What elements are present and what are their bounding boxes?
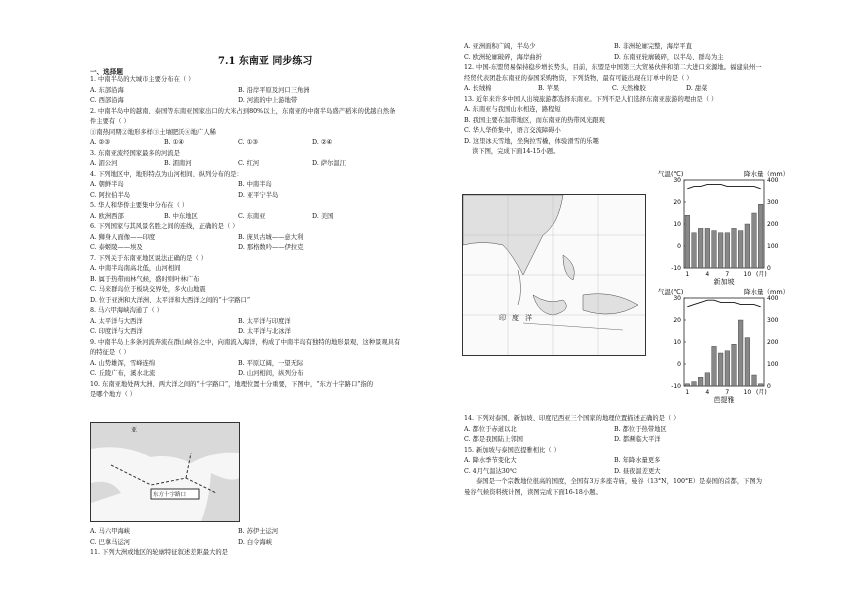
chart-title: 新加坡 <box>713 278 735 286</box>
option: D. ②④ <box>312 139 333 146</box>
precip-tick: 0 <box>767 383 771 390</box>
precip-tick: 400 <box>767 177 779 184</box>
option-line: D. 位于亚洲和大洋洲、太平洋和大西洋之间的“十字路口” <box>90 296 251 304</box>
option: C. 西部沿海 <box>90 97 124 104</box>
temp-tick: 30 <box>673 177 681 184</box>
page-title: 7.1 东南亚 同步练习 <box>218 56 313 67</box>
text-line: 14. 下列对泰国、新加坡、印度尼西亚三个国家的地理位置描述正确的是（ ） <box>464 415 680 422</box>
option: C. ①③ <box>238 139 258 146</box>
precip-tick: 100 <box>767 361 779 368</box>
option: A. 湄公河 <box>90 160 118 167</box>
text-line: C. 4月气温达30℃ <box>464 467 517 475</box>
temp-line <box>687 184 760 188</box>
precip-bar <box>685 384 690 386</box>
text-line: D. 甜菜 <box>686 85 708 92</box>
text-line: 曼谷气候资料统计图，读图完成下面16-18小题。 <box>464 488 602 496</box>
option: B. 湄南河 <box>164 160 192 167</box>
month-unit: (月) <box>756 271 767 278</box>
option: A. 山势雄浑，雪峰连绵 <box>90 359 156 367</box>
precip-bar <box>718 353 723 386</box>
question-text: 的特征是（ ） <box>90 349 130 356</box>
precip-bar <box>725 233 730 268</box>
option: D. 萨尔温江 <box>312 160 347 167</box>
precip-bar <box>752 375 757 386</box>
month-tick: 10 <box>743 389 752 396</box>
text-line: D. 这里冰天雪地，坐狗拉雪橇，体验滑雪的乐趣 <box>464 137 599 145</box>
precip-bar <box>698 228 703 268</box>
precip-tick: 100 <box>767 243 779 250</box>
month-unit: (月) <box>756 389 767 396</box>
option: B. 沿岸平原及河口三角洲 <box>238 86 310 94</box>
precip-bar <box>692 233 697 268</box>
text-line: D. 东南亚轮廓破碎，以半岛、群岛为主 <box>614 53 724 61</box>
text-line: 12. 中国-东盟贸易保持稳步增长势头，目前，东盟是中国第三大贸易伙伴和第二大进口来源地。福建泉州一 <box>464 64 762 71</box>
precip-bar <box>692 382 697 386</box>
text-line: C. 华人华侨集中，语言交流障碍小 <box>464 127 561 134</box>
southeast-asia-map <box>462 194 646 356</box>
question-text: 4. 下列地区中，地形特点为山河相间、纵列分布的是： <box>90 170 243 178</box>
text-line: 泰国是一个宗教地位很高的国度，全国有3万多座寺庙，曼谷（13°N，100°E）是泰国的首都，下图为 <box>476 478 763 485</box>
precip-bar <box>732 344 737 386</box>
text-line: B. 苹果 <box>538 85 560 92</box>
temp-tick: 20 <box>673 199 681 206</box>
text-line: C. 欧洲轮廓破碎，海岸曲折 <box>464 53 542 61</box>
temp-tick: 10 <box>673 221 681 228</box>
text-line: C. 天然橡胶 <box>612 85 646 92</box>
option: D. 山河相间，纵列分布 <box>238 370 304 377</box>
precip-bar <box>732 228 737 268</box>
question-text: 2. 中南半岛中的越南、泰国等东南亚国家出口的大米占到80%以上，东南亚的中南半岛盛产稻米的优越自然条 <box>90 107 396 115</box>
option: D. 白令海峡 <box>238 538 273 546</box>
plot-frame <box>684 298 764 386</box>
map-label-crossroads: 东方十字路口 <box>153 492 187 498</box>
option: B. 中东地区 <box>164 212 198 220</box>
text-line: A. 东南亚与我国山水相连，路程短 <box>464 106 561 113</box>
option: D. 那格数吟——伊拉克 <box>238 244 304 251</box>
text-line: A. 都位于赤道以北 <box>464 425 517 433</box>
question-text: 9. 中南半岛上多条河流奔流在群山峡谷之中，向南流入海洋，构成了中南半岛有独特的地形景观，这种景观具有 <box>90 338 401 346</box>
option: A. 马六甲海峡 <box>90 528 131 535</box>
option: C. 东南亚 <box>238 212 266 220</box>
crossroads-map <box>90 422 240 522</box>
temp-line <box>687 300 760 307</box>
pattaya-climate-chart <box>656 286 792 404</box>
precip-bar <box>712 346 717 386</box>
section-heading: 一、选择题 <box>90 68 123 76</box>
precip-bar <box>718 233 723 268</box>
option: D. 河流的中上游地带 <box>238 97 298 104</box>
option: B. 庞贝古城——意大利 <box>238 233 304 241</box>
left-axis-label: 气温(℃) <box>658 170 684 178</box>
option: B. 平原辽阔，一望无际 <box>238 359 304 367</box>
option: C. 巴拿马运河 <box>90 538 131 546</box>
temp-tick: 0 <box>677 361 681 368</box>
option: B. ①④ <box>164 139 184 146</box>
question-text: 件主要有（ ） <box>90 118 130 125</box>
text-line: B. 非洲轮廓完整，海岸平直 <box>614 43 692 50</box>
month-tick: 4 <box>705 389 710 396</box>
text-line: B. 都位于热带地区 <box>614 425 667 433</box>
temp-tick: -10 <box>671 383 681 390</box>
question-text: 1. 中南半岛的大城市主要分布在（ ） <box>90 76 195 83</box>
option: D. 亚平宁半岛 <box>238 191 279 199</box>
precip-bar <box>752 213 757 268</box>
precip-bar <box>738 231 743 268</box>
text-line: A. 亚洲面积广阔，半岛少 <box>464 43 536 50</box>
question-text: 5. 华人和华侨主要集中分布在（ ） <box>90 202 189 209</box>
option: C. 泰姬陵——埃及 <box>90 244 143 251</box>
option-line: A. 中南半岛南高北低，山河相间 <box>90 265 181 272</box>
text-line: 15. 新加坡与泰国芭提雅相比（ ） <box>464 446 560 454</box>
precip-tick: 400 <box>767 295 779 302</box>
text-line: D. 昼夜温差更大 <box>614 467 661 475</box>
precip-bar <box>712 231 717 268</box>
text-line: B. 年降水量更多 <box>614 457 661 464</box>
option: A. 狮身人面像——印度 <box>90 233 156 241</box>
text-line: D. 都濒临大平洋 <box>614 436 661 443</box>
question-text: 11. 下列大洲或地区的轮廓特征叙述差距最大的是 <box>90 549 228 556</box>
option-line: C. 马来群岛位于板块交界处，多火山地震 <box>90 286 206 293</box>
temp-tick: -10 <box>671 265 681 272</box>
question-text: ①南热同期②地形多样③土壤肥沃④地广人稀 <box>90 128 216 136</box>
month-tick: 1 <box>685 271 690 278</box>
right-axis-label: 降水量（mm） <box>744 288 790 296</box>
temp-tick: 10 <box>673 339 681 346</box>
question-text: 是哪个地方（ ） <box>90 391 137 398</box>
question-text: 3. 东南亚流经国家最多的河流是 <box>90 149 180 157</box>
month-tick: 10 <box>743 271 752 278</box>
option-line: B. 属于热带雨林气候，盛时则叶林广布 <box>90 275 200 283</box>
question-text: 7. 下列关于东南亚地区说法正确的是（ ） <box>90 254 208 262</box>
precip-tick: 300 <box>767 317 779 324</box>
precip-tick: 200 <box>767 339 779 346</box>
month-tick: 7 <box>725 389 730 396</box>
precip-bar <box>725 351 730 386</box>
option: A. ②③ <box>90 139 110 146</box>
option: B. 太平洋与印度洋 <box>238 317 291 325</box>
option: B. 中南半岛 <box>238 181 272 188</box>
option: A. 朝鲜半岛 <box>90 181 124 188</box>
temp-tick: 0 <box>677 243 681 250</box>
precip-bar <box>705 228 710 268</box>
option: A. 东部沿海 <box>90 86 124 94</box>
text-line: 经贸代表团赴东南亚的泰国采购物资，下列货物，最有可能出现在订单中的是（ ） <box>464 74 693 82</box>
month-tick: 1 <box>685 389 690 396</box>
option: C. 丘陵广布，溪水北流 <box>90 370 156 377</box>
precip-tick: 300 <box>767 199 779 206</box>
precip-bar <box>758 204 763 268</box>
text-line: C. 都是我国陆上邻国 <box>464 436 523 443</box>
precip-bar <box>698 377 703 386</box>
precip-bar <box>705 373 710 386</box>
text-line: 13. 近年来许多中国人出境旅游都选择东南亚。下列不是人们选择东南亚旅游的理由是（ ） <box>464 95 718 103</box>
question-text: 8. 马六甲海峡沟通了（ ） <box>90 307 163 314</box>
map-label-indian-ocean: 印度洋 <box>499 314 538 322</box>
right-axis-label: 降水量（mm） <box>744 170 790 178</box>
option: C. 印度洋与大西洋 <box>90 328 143 335</box>
precip-bar <box>738 320 743 386</box>
question-text: 10. 东南亚地处两大洲、两大洋之间的“十字路口”，地理位置十分重要，下图中，“东方十字路口”指的 <box>90 380 374 388</box>
map-label-asia: 亚 <box>131 427 138 434</box>
option: C. 红河 <box>238 160 260 167</box>
temp-tick: 30 <box>673 295 681 302</box>
precip-bar <box>745 224 750 268</box>
option: D. 美国 <box>312 212 334 220</box>
chart-title: 芭提雅 <box>713 396 735 404</box>
option: B. 苏伊士运河 <box>238 528 279 535</box>
option: D. 太平洋与北冰洋 <box>238 328 291 335</box>
text-line: 读下图，完成下面14-15小题。 <box>472 148 560 155</box>
left-axis-label: 气温(℃) <box>658 288 684 296</box>
singapore-climate-chart <box>656 168 792 286</box>
precip-tick: 200 <box>767 221 779 228</box>
option: C. 阿拉伯半岛 <box>90 191 131 199</box>
text-line: B. 我国主要在温带地区，而东南亚的热带风光跟观 <box>464 116 605 124</box>
precip-bar <box>685 215 690 268</box>
precip-tick: 0 <box>767 265 771 272</box>
question-text: 6. 下列国家与其风景名胜之间的连线，正确的是（ ） <box>90 223 239 230</box>
text-line: A. 降水季节变化大 <box>464 457 517 464</box>
precip-bar <box>745 338 750 386</box>
month-tick: 7 <box>725 271 730 278</box>
precip-bar <box>758 384 763 386</box>
option: A. 欧洲西部 <box>90 212 124 220</box>
option: A. 太平洋与大西洋 <box>90 317 143 325</box>
temp-tick: 20 <box>673 317 681 324</box>
text-line: A. 长绒棉 <box>464 85 492 92</box>
month-tick: 4 <box>705 271 710 278</box>
